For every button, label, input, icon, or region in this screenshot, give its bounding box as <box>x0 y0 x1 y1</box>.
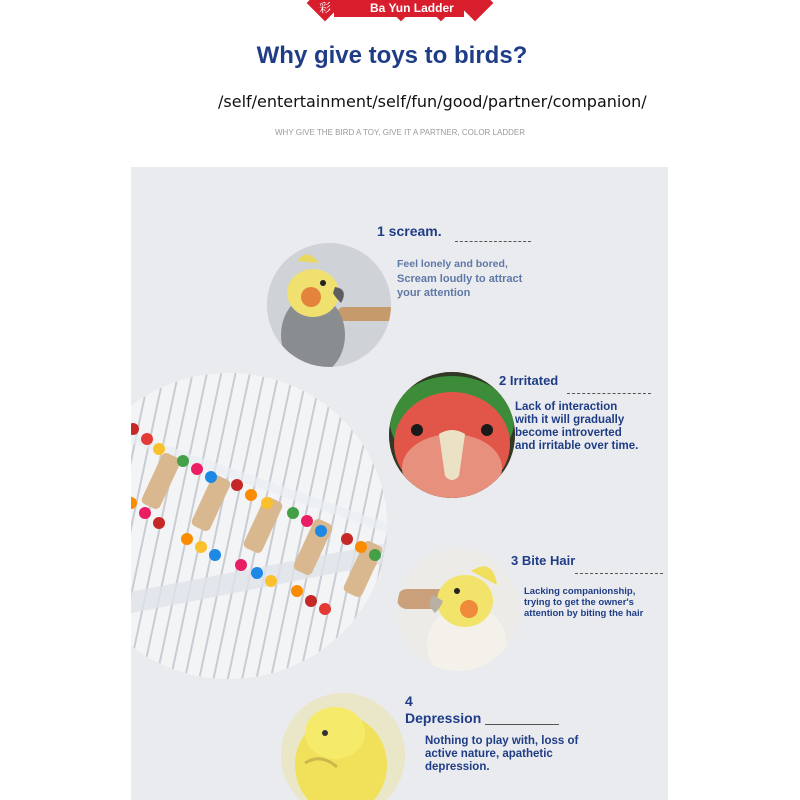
bird-photo-bite-hair <box>397 549 519 671</box>
description-line: active nature, apathetic <box>425 748 553 760</box>
banner-text: Ba Yun Ladder <box>370 1 454 15</box>
heading-underline <box>455 241 531 242</box>
description-line: depression. <box>425 761 490 773</box>
description-line: Scream loudly to attract <box>397 272 523 285</box>
content-panel <box>131 167 668 800</box>
description-line: Feel lonely and bored, <box>397 258 508 270</box>
item-number: 4 <box>405 693 413 709</box>
page-caption: WHY GIVE THE BIRD A TOY, GIVE IT A PARTNER, COLOR LADDER <box>274 128 525 137</box>
description-line: Nothing to play with, loss of <box>425 735 579 747</box>
bird-photo-depression <box>281 693 405 800</box>
item-description <box>425 735 578 774</box>
item-heading: Depression <box>405 710 482 726</box>
heading-underline <box>575 573 663 574</box>
description-line: trying to get the owner's <box>524 597 634 608</box>
page-title: Why give toys to birds? <box>256 42 528 69</box>
heading-underline <box>567 393 651 394</box>
item-description <box>397 257 522 301</box>
banner-logo-char: 彩 <box>318 1 331 15</box>
brand-banner <box>310 0 490 26</box>
description-line: and irritable over time. <box>515 440 639 452</box>
description-line: attention by biting the hair <box>524 608 644 619</box>
bird-photo-irritated <box>389 372 515 498</box>
item-heading: 2 Irritated <box>499 373 559 388</box>
description-line: with it will gradually <box>515 414 625 426</box>
page-subtitle: /self/entertainment/self/fun/good/partner/companion/ <box>218 92 647 111</box>
heading-underline <box>485 724 559 725</box>
bird-photo-scream <box>267 243 391 367</box>
description-line: Lack of interaction <box>515 401 618 413</box>
description-line: become introverted <box>515 427 622 439</box>
item-description <box>524 586 643 619</box>
item-heading: 3 Bite Hair <box>511 553 576 568</box>
description-line: Lacking companionship, <box>524 586 636 597</box>
item-heading: 1 scream. <box>377 223 442 239</box>
description-line: your attention <box>397 287 471 299</box>
ladder-photo <box>131 373 387 679</box>
item-description <box>515 401 638 453</box>
